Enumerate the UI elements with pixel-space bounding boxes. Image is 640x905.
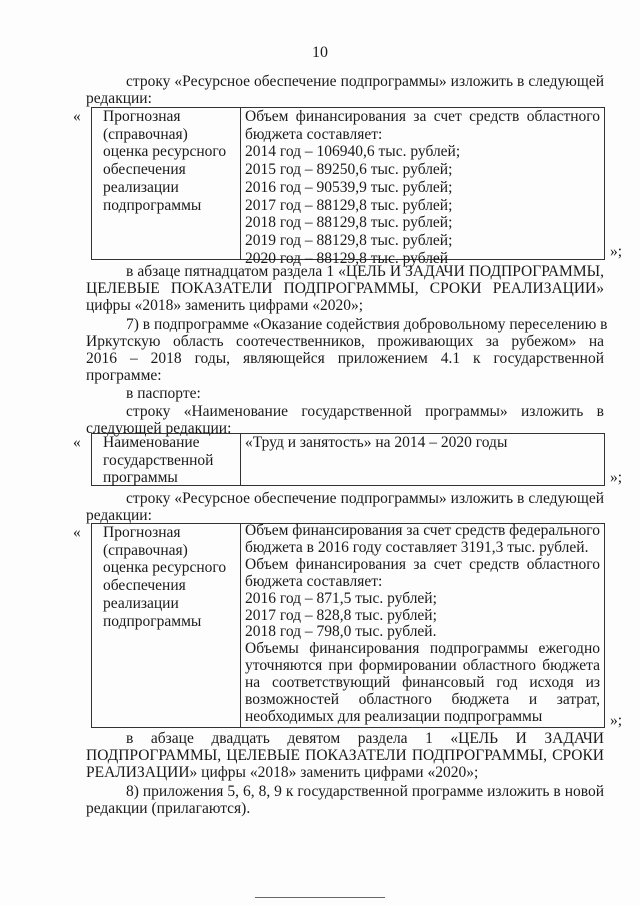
table2-left-cell: Наименование государственной программы (103, 434, 214, 487)
table2-open-quote: « (73, 434, 81, 451)
para4: в паспорте: (126, 385, 201, 402)
para3-line4: программе: (86, 367, 162, 384)
table2 (91, 433, 605, 486)
table3-right-cell: Объем финансирования за счет средств федерального бюджета в 2016 году составляет 3191,3 тыс. рублей. Объем финансирования за счет средств областного бюджета составляет: 2016 год – 871,5 тыс. рублей; 2017 год – 828,8 тыс. рублей; 2018 год – 798,0 тыс. рублей. Объемы финансирования подпрограммы ежегодно уточняются при формировании областного бюджета на соответствующий финансовый год исходя из возможностей областного бюджета и затрат, необходимых для реализации подпрограммы (245, 522, 600, 725)
para8-line2: редакции (прилагаются). (86, 800, 251, 817)
page-number: 10 (312, 44, 328, 61)
para8-line1: 8) приложения 5, 6, 8, 9 к государственной программе изложить в новой (126, 783, 604, 800)
table1-left-cell: Прогнозная (справочная) оценка ресурсного обеспечения реализации подпрограммы (103, 108, 227, 214)
para5-line1: строку «Наименование государственной программы» изложить в (126, 403, 604, 420)
para2-line2: ЦЕЛЕВЫЕ ПОКАЗАТЕЛИ ПОДПРОГРАММЫ, СРОКИ РЕАЛИЗАЦИИ» (86, 280, 604, 297)
para2-line1: в абзаце пятнадцатом раздела 1 «ЦЕЛЬ И ЗАДАЧИ ПОДПРОГРАММЫ, (126, 263, 604, 280)
table1 (91, 107, 605, 267)
para5-line2: следующей редакции: (86, 420, 232, 437)
para7-line2: ПОДПРОГРАММЫ, ЦЕЛЕВЫЕ ПОКАЗАТЕЛИ ПОДПРОГРАММЫ, СРОКИ (86, 747, 604, 764)
table3-open-quote: « (73, 524, 81, 541)
para1-line2: редакции: (86, 90, 152, 107)
para3-line1: 7) в подпрограмме «Оказание содействия добровольному переселению в (126, 316, 608, 333)
para3-line2: Иркутскую область соотечественников, проживающих за рубежом» на (86, 333, 604, 350)
table2-close-quote: »; (610, 469, 623, 486)
table1-open-quote: « (73, 108, 81, 125)
table1-right-cell: Объем финансирования за счет средств областного бюджета составляет: 2014 год – 106940,6 тыс. рублей; 2015 год – 89250,6 тыс. рублей; 2016 год – 90539,9 тыс. рублей; 2017 год – 88129,8 тыс. рублей; 2018 год – 88129,8 тыс. рублей; 2019 год – 88129,8 тыс. рублей; 2020 год – 88129,8 тыс. рублей (245, 108, 600, 267)
para6-line1: строку «Ресурсное обеспечение подпрограммы» изложить в следующей (126, 490, 604, 507)
para7-line1: в абзаце двадцать девятом раздела 1 «ЦЕЛЬ И ЗАДАЧИ (126, 730, 604, 747)
table1-close-quote: »; (610, 243, 623, 260)
para7-line3: РЕАЛИЗАЦИИ» цифры «2018» заменить цифрами «2020»; (86, 764, 479, 781)
para1-line1: строку «Ресурсное обеспечение подпрограммы» изложить в следующей (126, 73, 604, 90)
para3-line3: 2016 – 2018 годы, являющейся приложением 4.1 к государственной (86, 350, 604, 367)
para6-line2: редакции: (86, 507, 152, 524)
table3 (91, 523, 605, 728)
footer-rule (255, 897, 385, 898)
para2-line3: цифры «2018» заменить цифрами «2020»; (86, 297, 364, 314)
table3-close-quote: »; (610, 712, 623, 729)
table2-right-cell: «Труд и занятость» на 2014 – 2020 годы (245, 434, 508, 451)
table3-left-cell: Прогнозная (справочная) оценка ресурсного обеспечения реализации подпрограммы (103, 524, 227, 630)
